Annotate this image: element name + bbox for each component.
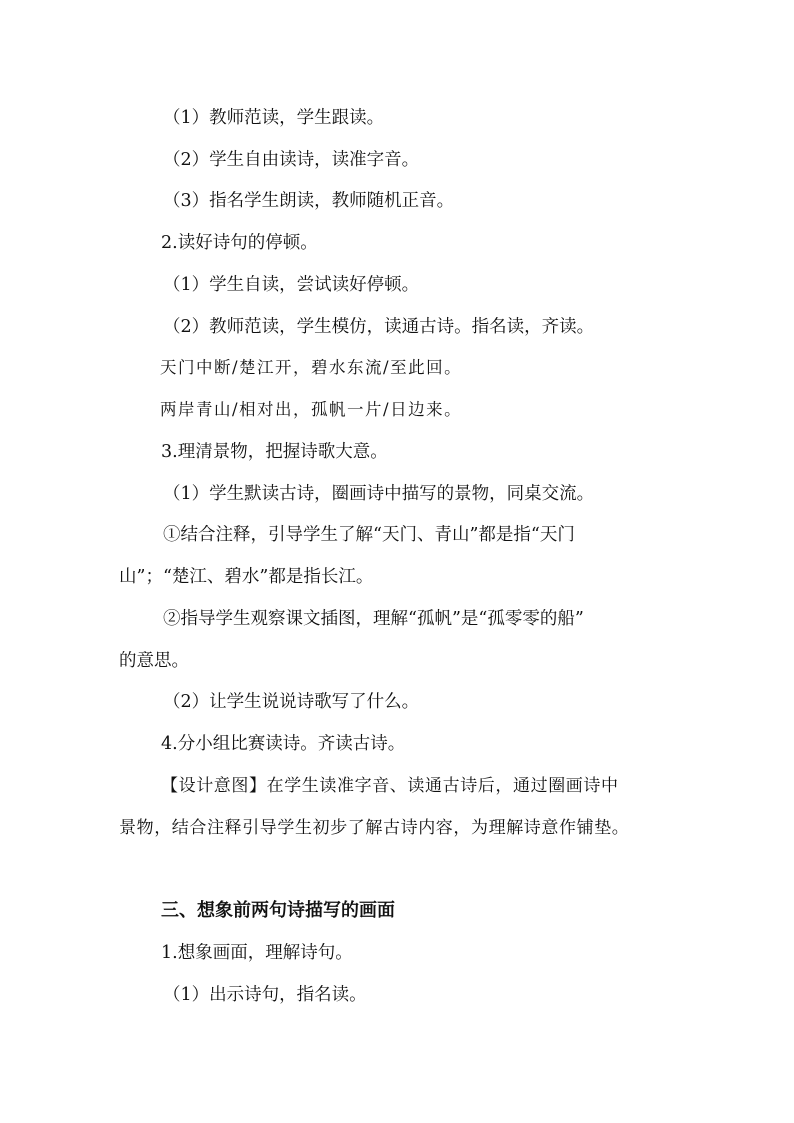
design-intent-continued: 景物，结合注释引导学生初步了解古诗内容，为理解诗意作铺垫。 [119, 818, 630, 838]
section-2-pauses: 2.读好诗句的停顿。 [161, 233, 318, 253]
step-3-student-reading: （3）指名学生朗读，教师随机正音。 [163, 191, 455, 211]
section-heading-3: 三、想象前两句诗描写的画面 [161, 900, 395, 921]
section-3-1-imagine: 1.想象画面，理解诗句。 [161, 943, 353, 963]
step-2-free-reading: （2）学生自由读诗，读准字音。 [163, 150, 420, 170]
annotation-point-1: ①结合注释，引导学生了解“天门、青山”都是指“天门 [163, 525, 575, 545]
annotation-point-2: ②指导学生观察课文插图，理解“孤帆”是“孤零零的船” [163, 609, 584, 629]
annotation-point-2-continued: 的意思。 [119, 651, 189, 671]
annotation-point-1-continued: 山”；“楚江、碧水”都是指长江。 [119, 567, 374, 587]
step-1-teacher-reads: （1）教师范读，学生跟读。 [163, 108, 385, 128]
section-4-competition: 4.分小组比赛读诗。齐读古诗。 [161, 734, 406, 754]
poem-line-1: 天门中断/楚江开，碧水东流/至此回。 [160, 358, 463, 377]
pauses-step-2: （2）教师范读，学生模仿，读通古诗。指名读，齐读。 [163, 317, 595, 337]
section-3-scenery: 3.理清景物，把握诗歌大意。 [161, 442, 388, 462]
design-intent: 【设计意图】在学生读准字音、读通古诗后，通过圈画诗中 [161, 776, 619, 796]
scenery-step-2: （2）让学生说说诗歌写了什么。 [163, 692, 420, 712]
pauses-step-1: （1）学生自读，尝试读好停顿。 [163, 275, 420, 295]
poem-line-2: 两岸青山/相对出，孤帆一片/日边来。 [160, 400, 463, 419]
imagine-step-1: （1）出示诗句，指名读。 [163, 985, 367, 1005]
scenery-step-1: （1）学生默读古诗，圈画诗中描写的景物，同桌交流。 [163, 484, 595, 504]
